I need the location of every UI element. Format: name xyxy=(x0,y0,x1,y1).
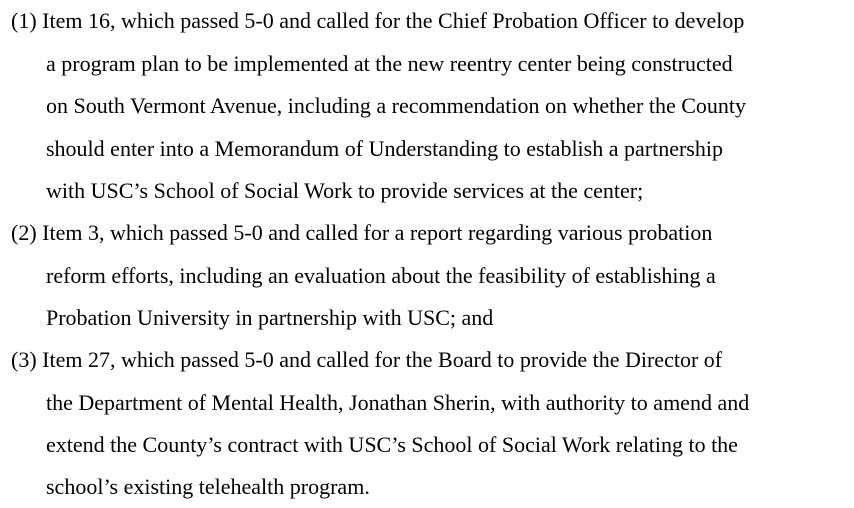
list-item-1-line-1 xyxy=(11,8,744,34)
list-item-1-text-line: Item 16, which passed 5-0 and called for the Chief Probation Officer to develop xyxy=(42,8,745,33)
list-item-2-number: (2) xyxy=(11,220,37,245)
list-item-1-line-5: with USC’s School of Social Work to provide services at the center; xyxy=(46,178,644,203)
list-item-1-line-3: on South Vermont Avenue, including a recommendation on whether the County xyxy=(46,93,747,118)
list-item-3-line-1 xyxy=(11,347,722,373)
list-item-2-line-2: reform efforts, including an evaluation about the feasibility of establishing a xyxy=(46,263,716,288)
list-item-3-number: (3) xyxy=(11,347,37,372)
list-item-2-text-line: Item 3, which passed 5-0 and called for a report regarding various probation xyxy=(42,220,713,245)
list-item-3-line-4: school’s existing telehealth program. xyxy=(46,474,370,499)
list-item-3-line-3: extend the County’s contract with USC’s School of Social Work relating to the xyxy=(46,432,738,457)
list-item-1-number: (1) xyxy=(11,8,37,33)
list-item-3-text-line: Item 27, which passed 5-0 and called for the Board to provide the Director of xyxy=(42,347,723,372)
list-item-1-line-4: should enter into a Memorandum of Understanding to establish a partnership xyxy=(46,136,723,161)
list-item-2-line-1 xyxy=(11,220,712,246)
list-item-1-line-2: a program plan to be implemented at the new reentry center being constructed xyxy=(46,51,733,76)
list-item-2-line-3: Probation University in partnership with USC; and xyxy=(46,305,494,330)
list-item-3-line-2: the Department of Mental Health, Jonathan Sherin, with authority to amend and xyxy=(46,390,750,415)
